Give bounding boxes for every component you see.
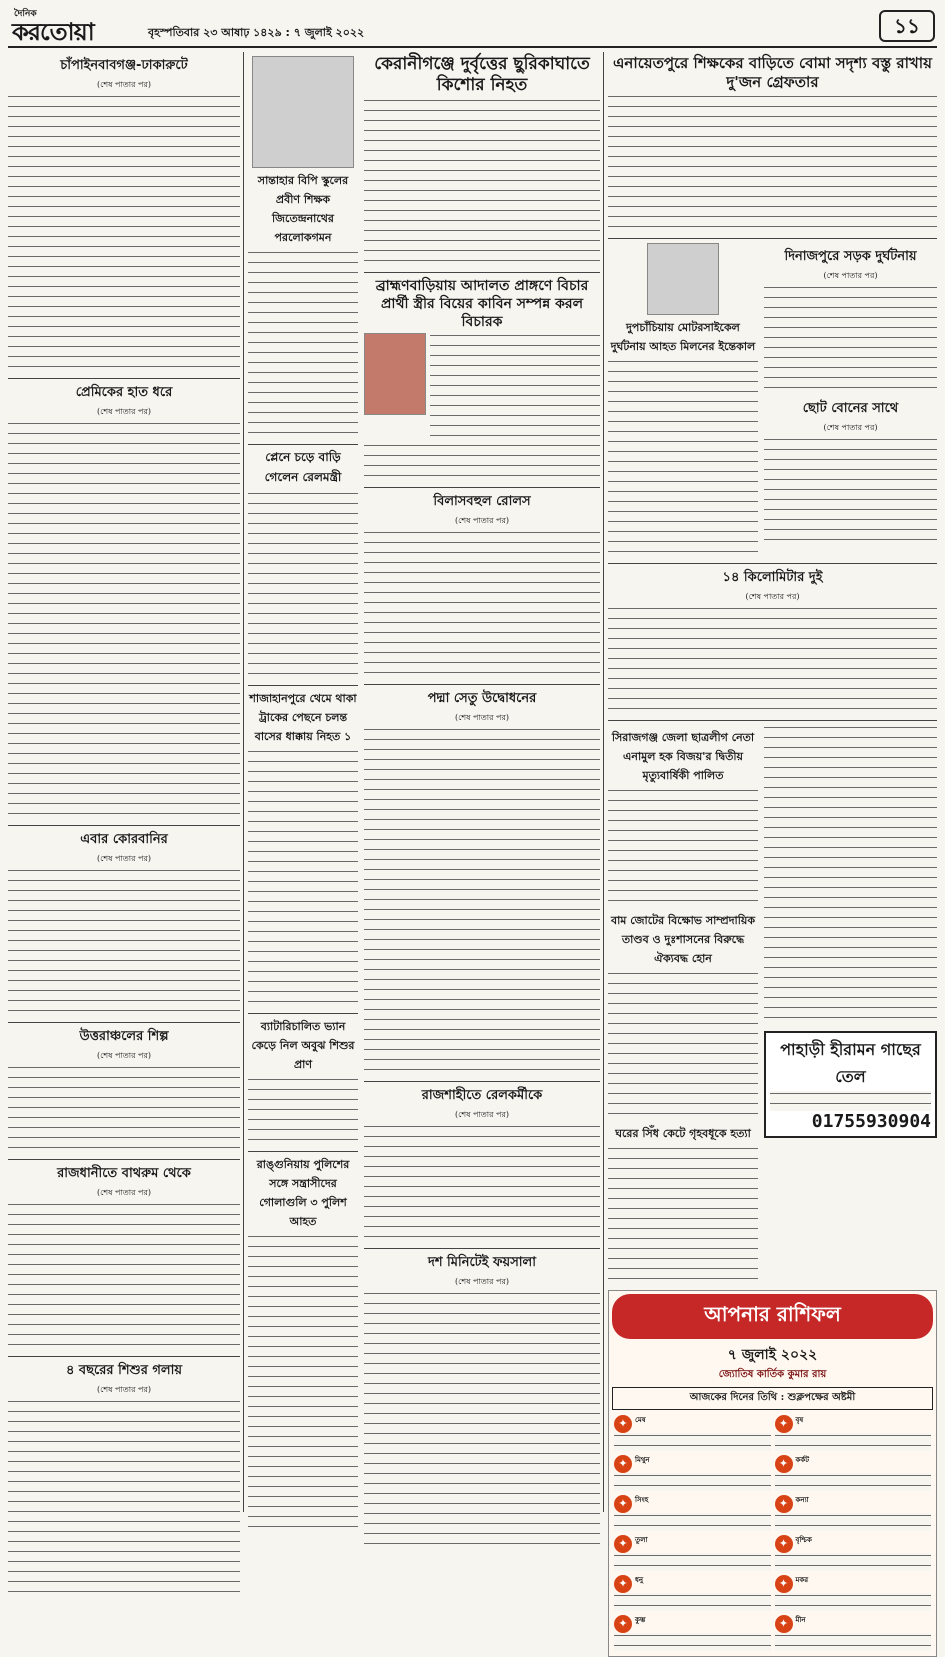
headline: পদ্মা সেতু উদ্বোধনের (427, 691, 537, 706)
headline: ৪ বছরের শিশুর গলায় (65, 1363, 183, 1378)
horoscope-sign (612, 1573, 773, 1613)
article-text (764, 437, 937, 547)
sign-name: মিথুন (635, 1455, 650, 1464)
divider (8, 1159, 240, 1160)
horoscope-sign (612, 1533, 773, 1573)
horoscope-date: ৭ জুলাই ২০২২ (727, 1347, 818, 1363)
article-text (248, 1077, 358, 1147)
article-text (248, 1234, 358, 1534)
article-block (608, 725, 937, 1286)
continued-note: (শেষ পাতার পর) (96, 407, 152, 416)
divider (364, 487, 600, 488)
article-text (248, 250, 358, 440)
horoscope-title: আপনার রাশিফল (612, 1294, 933, 1339)
continued-note: (শেষ পাতার পর) (96, 1051, 152, 1060)
lead-headline: কেরানীগঞ্জে দুর্বৃত্তের ছুরিকাঘাতে কিশোর নিহত (374, 54, 590, 95)
article-text (364, 1291, 600, 1551)
article-text (608, 359, 758, 559)
sign-text (614, 1593, 771, 1611)
continued-note: (শেষ পাতার পর) (454, 516, 510, 525)
zodiac-icon: ✦ (775, 1455, 793, 1473)
sign-text (775, 1553, 932, 1571)
obituary-photo (252, 56, 354, 168)
headline: উত্তরাঞ্চলের শিল্প (79, 1029, 169, 1044)
headline: এনায়েতপুরে শিক্ষকের বাড়িতে বোমা সদৃশ্য বস্তু রাখায় দু'জন গ্রেফতার (613, 54, 932, 91)
article-text (364, 727, 600, 1077)
article-text (364, 98, 600, 268)
zodiac-icon: ✦ (614, 1615, 632, 1633)
headline: দশ মিনিটেই ফয়সালা (427, 1255, 537, 1270)
article-text (608, 606, 937, 716)
sign-text (775, 1633, 932, 1651)
article-text (248, 749, 358, 1009)
continued-note: (শেষ পাতার পর) (454, 1277, 510, 1286)
milon-photo (647, 243, 719, 315)
horoscope-sign (773, 1573, 934, 1613)
sign-name: কন্যা (795, 1495, 809, 1504)
horoscope-sign (612, 1493, 773, 1533)
column-2-narrow (248, 52, 358, 1534)
zodiac-icon: ✦ (775, 1575, 793, 1593)
masthead (8, 4, 937, 48)
sign-name: বৃষ (795, 1415, 804, 1424)
horoscope-sign (612, 1453, 773, 1493)
divider (608, 238, 937, 239)
article-text (8, 868, 240, 1018)
headline: সিরাজগঞ্জ জেলা ছাত্রলীগ নেতা এনামুল হক বিজয়'র দ্বিতীয় মৃত্যুবার্ষিকী পালিত (611, 731, 755, 782)
headline: এবার কোরবানির (80, 832, 168, 847)
column-1 (8, 52, 240, 1512)
article-text (608, 1146, 758, 1286)
article-text (8, 1065, 240, 1155)
divider (8, 1022, 240, 1023)
newspaper-logo (8, 6, 128, 46)
divider (248, 1013, 358, 1014)
horoscope-sign (773, 1413, 934, 1453)
sign-name: বৃশ্চিক (795, 1535, 812, 1544)
headline: শাজাহানপুরে থেমে থাকা ট্রাকের পেছনে চলন্ত বাসের ধাক্কায় নিহত ১ (249, 692, 357, 743)
sign-name: মেষ (635, 1415, 646, 1424)
horoscope-section (608, 1290, 937, 1657)
headline: প্রেমিকের হাত ধরে (75, 385, 173, 400)
sign-text (775, 1433, 932, 1451)
article-text (608, 971, 758, 1121)
sign-name: তুলা (635, 1535, 648, 1544)
divider (364, 684, 600, 685)
article-text (764, 725, 937, 1025)
article-text (8, 1399, 240, 1599)
zodiac-icon: ✦ (614, 1535, 632, 1553)
horoscope-sign (773, 1533, 934, 1573)
headline: বাম জোটের বিক্ষোভ সাম্প্রদায়িক তাণ্ডব ও দুঃশাসনের বিরুদ্ধে ঐক্যবদ্ধ হোন (610, 914, 756, 965)
sign-name: কর্কট (795, 1455, 810, 1464)
zodiac-icon: ✦ (775, 1535, 793, 1553)
side-column (764, 243, 937, 559)
headline: ১৪ কিলোমিটার দুই (722, 570, 823, 585)
article-text (608, 94, 937, 234)
zodiac-icon: ✦ (775, 1615, 793, 1633)
article-block (608, 243, 937, 559)
advertisement (764, 1031, 937, 1138)
zodiac-icon: ✦ (775, 1495, 793, 1513)
horoscope-sign (612, 1613, 773, 1653)
logo-main-text: করতোয়া (12, 18, 94, 46)
headline: সান্তাহার বিপি স্কুলের প্রবীণ শিক্ষক জিতেন্দ্রনাথের পরলোকগমন (257, 174, 349, 244)
divider (248, 444, 358, 445)
divider (8, 1356, 240, 1357)
sign-text (614, 1633, 771, 1651)
headline: বিলাসবহুল রোলস (433, 494, 531, 509)
right-subcolumn (764, 725, 937, 1286)
horoscope-author: জ্যোতিষ কার্তিক কুমার রায় (718, 1369, 827, 1380)
headline: দিনাজপুরে সড়ক দুর্ঘটনায় (784, 249, 917, 264)
divider (364, 1081, 600, 1082)
horoscope-sign (773, 1613, 934, 1653)
divider (248, 685, 358, 686)
horoscope-sign (773, 1493, 934, 1533)
continued-note: (শেষ পাতার পর) (454, 1110, 510, 1119)
sign-text (614, 1473, 771, 1491)
article-text (248, 491, 358, 681)
ad-phone: 01755930904 (811, 1111, 931, 1132)
divider (8, 825, 240, 826)
left-subcolumn (608, 725, 758, 1286)
dateline: বৃহস্পতিবার ২৩ আষাঢ় ১৪২৯ : ৭ জুলাই ২০২২ (148, 26, 365, 39)
sign-text (614, 1433, 771, 1451)
article-text (8, 421, 240, 821)
logo-small-text: দৈনিক (14, 9, 37, 19)
sign-name: মকর (795, 1575, 809, 1584)
headline: ব্যাটারিচালিত ভ্যান কেড়ে নিল অবুঝ শিশুর প্রাণ (251, 1020, 355, 1071)
continued-note: (শেষ পাতার পর) (96, 1385, 152, 1394)
continued-note: (শেষ পাতার পর) (745, 592, 800, 601)
sign-text (775, 1593, 932, 1611)
continued-note: (শেষ পাতার পর) (454, 713, 510, 722)
ad-title: পাহাড়ী হীরামন গাছের তেল (780, 1040, 921, 1086)
sign-name: ধনু (635, 1575, 644, 1584)
headline: রাজশাহীতে রেলকর্মীকে (421, 1088, 543, 1103)
page-number: ১১ (879, 10, 935, 42)
sign-text (614, 1513, 771, 1531)
article-text (364, 1124, 600, 1244)
zodiac-icon: ✦ (614, 1495, 632, 1513)
headline: ঘরের সিঁধ কেটে গৃহবধূকে হত্যা (615, 1127, 751, 1140)
divider (608, 720, 937, 721)
headline: দুপচাঁচিয়ায় মোটরসাইকেল দুর্ঘটনায় আহত মিলনের ইন্তেকাল (610, 321, 756, 353)
zodiac-icon: ✦ (614, 1415, 632, 1433)
sign-text (775, 1473, 932, 1491)
column-4 (608, 52, 937, 1630)
headline: চাঁপাইনবাবগঞ্জ-ঢাকারুটে (60, 58, 188, 73)
article-text (608, 788, 758, 908)
zodiac-icon: ✦ (614, 1455, 632, 1473)
article-text (8, 94, 240, 374)
article-text (8, 1202, 240, 1352)
continued-note: (শেষ পাতার পর) (96, 80, 152, 89)
ad-text (770, 1091, 931, 1111)
column-divider (243, 52, 244, 1512)
divider (364, 1248, 600, 1249)
zodiac-icon: ✦ (775, 1415, 793, 1433)
continued-note: (শেষ পাতার পর) (823, 423, 878, 432)
today-tithi: আজকের দিনের তিথি : শুক্লপক্ষের অষ্টমী (612, 1387, 933, 1410)
article-text (364, 530, 600, 680)
article-text (764, 285, 937, 395)
zodiac-icon: ✦ (614, 1575, 632, 1593)
divider (248, 1151, 358, 1152)
headline: প্লেনে চড়ে বাড়ি গেলেন রেলমন্ত্রী (264, 450, 342, 484)
headline: রাজধানীতে বাথরুম থেকে (57, 1166, 191, 1181)
divider (364, 272, 600, 273)
headline: ব্রাহ্মণবাড়িয়ায় আদালত প্রাঙ্গণে বিচার প্রার্থী স্ত্রীর বিয়ের কাবিন সম্পন্ন করল বিচারক (375, 278, 589, 330)
bride-photo (364, 333, 426, 415)
divider (8, 378, 240, 379)
continued-note: (শেষ পাতার পর) (96, 1188, 152, 1197)
column-3-main (364, 52, 600, 1551)
headline: রাঙ্গুনিয়ায় পুলিশের সঙ্গে সন্ত্রাসীদের গোলাগুলি ৩ পুলিশ আহত (256, 1158, 350, 1228)
column-divider (603, 52, 604, 1512)
horoscope-grid (612, 1413, 933, 1653)
sign-name: সিংহ (635, 1495, 649, 1504)
divider (608, 563, 937, 564)
sign-text (775, 1513, 932, 1531)
article-with-photo (364, 333, 600, 443)
article-text (430, 333, 600, 443)
sign-name: কুম্ভ (635, 1615, 646, 1624)
article-text (364, 443, 600, 483)
horoscope-sign (612, 1413, 773, 1453)
continued-note: (শেষ পাতার পর) (823, 271, 878, 280)
column-center (248, 52, 600, 1512)
moto-article (608, 243, 758, 559)
horoscope-sign (773, 1453, 934, 1493)
continued-note: (শেষ পাতার পর) (96, 854, 152, 863)
sign-name: মীন (795, 1615, 806, 1624)
headline: ছোট বোনের সাথে (802, 401, 899, 416)
sign-text (614, 1553, 771, 1571)
